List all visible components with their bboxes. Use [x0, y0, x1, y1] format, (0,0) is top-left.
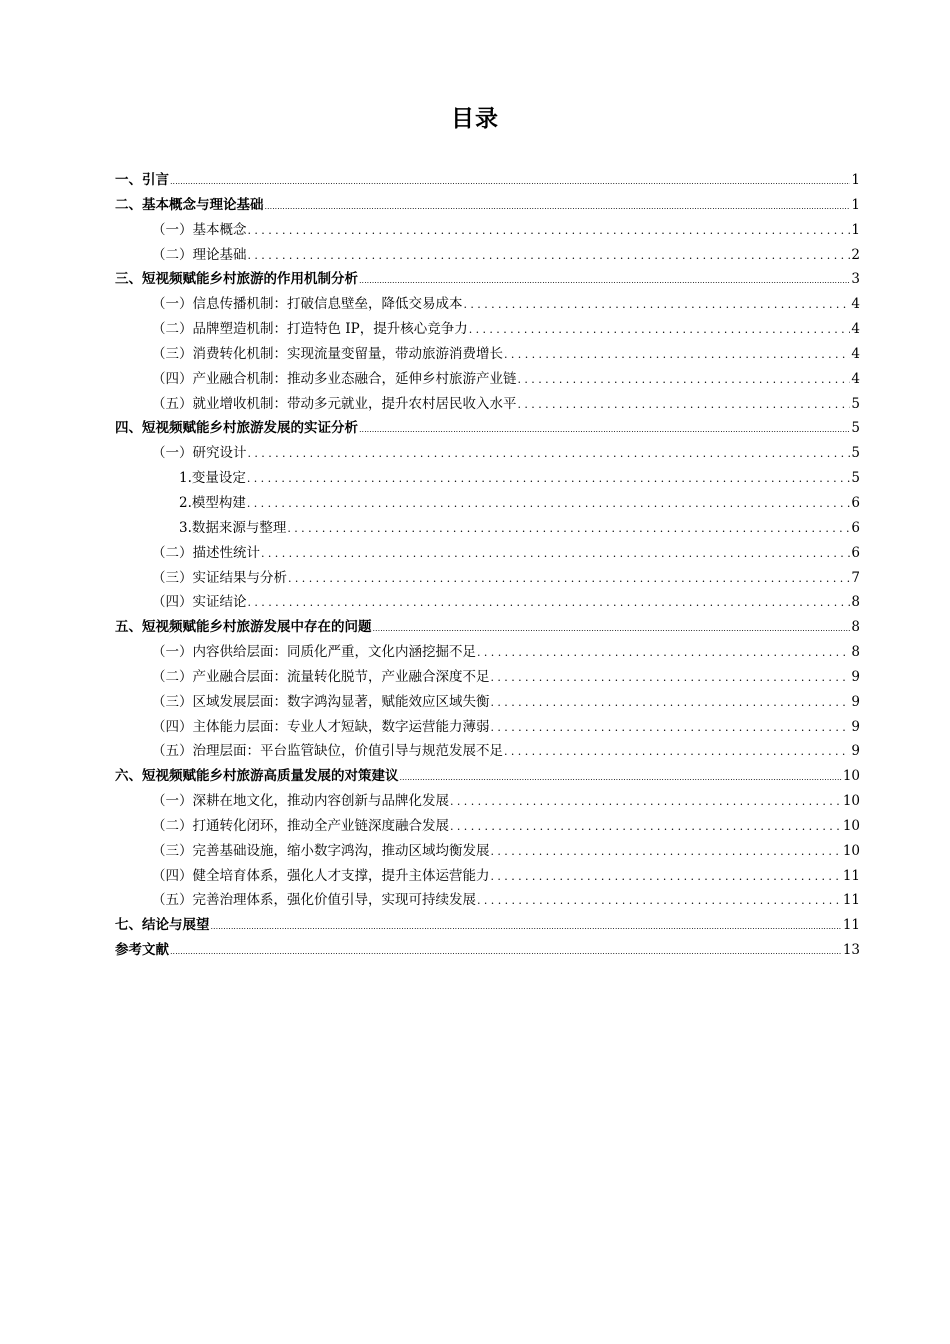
toc-entry[interactable]	[115, 615, 860, 640]
toc-dot-leader	[373, 619, 851, 635]
toc-dot-leader	[491, 843, 842, 859]
toc-page-number: 5	[851, 395, 860, 412]
toc-page-number: 11	[842, 867, 860, 884]
toc-entry[interactable]	[115, 466, 860, 491]
toc-dot-leader	[211, 917, 842, 933]
toc-list	[115, 168, 860, 963]
toc-entry[interactable]	[115, 640, 860, 665]
toc-entry-text: （五）就业增收机制：带动多元就业，提升农村居民收入水平	[152, 395, 517, 412]
toc-entry-text: 2.模型构建	[179, 494, 246, 511]
toc-dot-leader	[518, 396, 851, 412]
toc-entry-text: 1.变量设定	[179, 470, 246, 487]
toc-entry-text: （四）产业融合机制：推动多业态融合，延伸乡村旅游产业链	[152, 370, 517, 387]
toc-entry[interactable]	[115, 292, 860, 317]
toc-page-number: 10	[842, 842, 860, 859]
toc-page-number: 4	[851, 296, 860, 313]
toc-entry-text: （二）理论基础	[152, 246, 247, 263]
toc-entry[interactable]	[115, 715, 860, 740]
toc-entry[interactable]	[115, 913, 860, 938]
toc-dot-leader	[491, 868, 842, 884]
toc-entry[interactable]	[115, 168, 860, 193]
toc-dot-leader	[469, 321, 851, 337]
toc-dot-leader	[464, 296, 851, 312]
toc-entry[interactable]	[115, 590, 860, 615]
toc-page-number: 6	[851, 544, 860, 561]
toc-page-number: 8	[851, 594, 860, 611]
toc-entry[interactable]	[115, 814, 860, 839]
toc-dot-leader	[248, 445, 851, 461]
toc-page-number: 4	[851, 345, 860, 362]
toc-entry-text: 五、短视频赋能乡村旅游发展中存在的问题	[115, 619, 372, 636]
toc-entry-text: （三）区域发展层面：数字鸿沟显著，赋能效应区域失衡	[152, 693, 490, 710]
toc-entry-text: （二）打通转化闭环，推动全产业链深度融合发展	[152, 817, 449, 834]
toc-entry-text: （二）产业融合层面：流量转化脱节，产业融合深度不足	[152, 668, 490, 685]
toc-entry-text: （二）品牌塑造机制：打造特色 IP，提升核心竞争力	[152, 321, 468, 338]
toc-page-number: 2	[851, 246, 860, 263]
toc-entry[interactable]	[115, 690, 860, 715]
toc-entry-text: （三）实证结果与分析	[152, 569, 287, 586]
toc-entry[interactable]	[115, 317, 860, 342]
toc-page-number: 8	[851, 644, 860, 661]
toc-entry[interactable]	[115, 739, 860, 764]
toc-entry[interactable]	[115, 888, 860, 913]
toc-entry[interactable]	[115, 566, 860, 591]
toc-entry-text: （五）治理层面：平台监管缺位，价值引导与规范发展不足	[152, 743, 503, 760]
toc-dot-leader	[248, 222, 851, 238]
toc-entry-text: 六、短视频赋能乡村旅游高质量发展的对策建议	[115, 768, 399, 785]
toc-entry[interactable]	[115, 218, 860, 243]
toc-page-number: 1	[851, 172, 860, 188]
toc-entry-text: 3.数据来源与整理	[179, 519, 287, 536]
toc-entry[interactable]	[115, 267, 860, 292]
toc-entry-text: （一）深耕在地文化，推动内容创新与品牌化发展	[152, 793, 449, 810]
toc-dot-leader	[287, 520, 850, 536]
toc-entry[interactable]	[115, 839, 860, 864]
toc-dot-leader	[491, 719, 851, 735]
toc-dot-leader	[491, 694, 851, 710]
toc-page-number: 5	[851, 470, 860, 487]
toc-dot-leader	[247, 495, 851, 511]
toc-entry[interactable]	[115, 392, 860, 417]
toc-entry-text: 四、短视频赋能乡村旅游发展的实证分析	[115, 420, 358, 437]
toc-entry[interactable]	[115, 665, 860, 690]
toc-page-number: 13	[842, 942, 860, 959]
toc-entry-text: （一）内容供给层面：同质化严重，文化内涵挖掘不足	[152, 644, 476, 661]
toc-dot-leader	[265, 197, 851, 213]
toc-entry[interactable]	[115, 342, 860, 367]
toc-entry-text: 七、结论与展望	[115, 917, 210, 934]
toc-dot-leader	[450, 818, 842, 834]
toc-entry-text: （一）基本概念	[152, 221, 247, 238]
toc-page-number: 6	[851, 519, 860, 536]
toc-page-number: 5	[851, 420, 860, 437]
toc-entry[interactable]	[115, 789, 860, 814]
toc-entry[interactable]	[115, 491, 860, 516]
toc-dot-leader	[261, 545, 850, 561]
toc-entry-text: 一、引言	[115, 172, 169, 188]
toc-entry[interactable]	[115, 441, 860, 466]
toc-dot-leader	[247, 470, 851, 486]
toc-entry-text: （四）健全培育体系，强化人才支撑，提升主体运营能力	[152, 867, 490, 884]
toc-dot-leader	[359, 420, 850, 436]
toc-page-number: 4	[851, 370, 860, 387]
toc-entry[interactable]	[115, 541, 860, 566]
toc-title: 目录	[451, 106, 499, 132]
toc-entry[interactable]	[115, 516, 860, 541]
toc-dot-leader	[248, 594, 851, 610]
toc-dot-leader	[170, 172, 850, 188]
toc-dot-leader	[518, 371, 851, 387]
toc-page-number: 5	[851, 445, 860, 462]
toc-page-number: 9	[851, 668, 860, 685]
toc-page-number: 6	[851, 494, 860, 511]
toc-entry-text: （三）完善基础设施，缩小数字鸿沟，推动区域均衡发展	[152, 842, 490, 859]
toc-page-number: 11	[842, 892, 860, 909]
toc-entry[interactable]	[115, 938, 860, 963]
toc-entry[interactable]	[115, 193, 860, 218]
toc-page-number: 9	[851, 743, 860, 760]
toc-entry[interactable]	[115, 864, 860, 889]
toc-dot-leader	[170, 942, 842, 958]
toc-entry[interactable]	[115, 243, 860, 268]
toc-dot-leader	[491, 669, 851, 685]
toc-dot-leader	[504, 743, 850, 759]
toc-dot-leader	[477, 892, 842, 908]
toc-entry-text: （四）实证结论	[152, 594, 247, 611]
toc-entry-text: 三、短视频赋能乡村旅游的作用机制分析	[115, 271, 358, 288]
toc-entry-text: （二）描述性统计	[152, 544, 260, 561]
toc-dot-leader	[504, 346, 850, 362]
toc-dot-leader	[450, 793, 842, 809]
toc-page-number: 10	[842, 817, 860, 834]
toc-entry-text: （一）信息传播机制：打破信息壁垒，降低交易成本	[152, 296, 463, 313]
toc-page-number: 1	[851, 221, 860, 238]
toc-entry-text: 二、基本概念与理论基础	[115, 196, 264, 213]
toc-dot-leader	[359, 271, 850, 287]
toc-page-number: 11	[842, 917, 860, 934]
toc-page-number: 9	[851, 718, 860, 735]
toc-dot-leader	[248, 247, 851, 263]
toc-page-number: 4	[851, 321, 860, 338]
toc-entry-text: （一）研究设计	[152, 445, 247, 462]
toc-dot-leader	[477, 644, 850, 660]
toc-dot-leader	[288, 570, 850, 586]
toc-page-number: 10	[842, 793, 860, 810]
toc-entry-text: 参考文献	[115, 942, 169, 959]
toc-page-number: 1	[851, 196, 860, 213]
toc-page-number: 10	[842, 768, 860, 785]
toc-entry-text: （四）主体能力层面：专业人才短缺，数字运营能力薄弱	[152, 718, 490, 735]
toc-page-number: 9	[851, 693, 860, 710]
toc-entry-text: （三）消费转化机制：实现流量变留量，带动旅游消费增长	[152, 345, 503, 362]
toc-dot-leader	[400, 768, 842, 784]
toc-entry[interactable]	[115, 764, 860, 789]
toc-entry[interactable]	[115, 416, 860, 441]
toc-page-number: 3	[851, 271, 860, 288]
toc-page-number: 7	[851, 569, 860, 586]
toc-entry[interactable]	[115, 367, 860, 392]
toc-entry-text: （五）完善治理体系，强化价值引导，实现可持续发展	[152, 892, 476, 909]
toc-page-number: 8	[851, 619, 860, 636]
